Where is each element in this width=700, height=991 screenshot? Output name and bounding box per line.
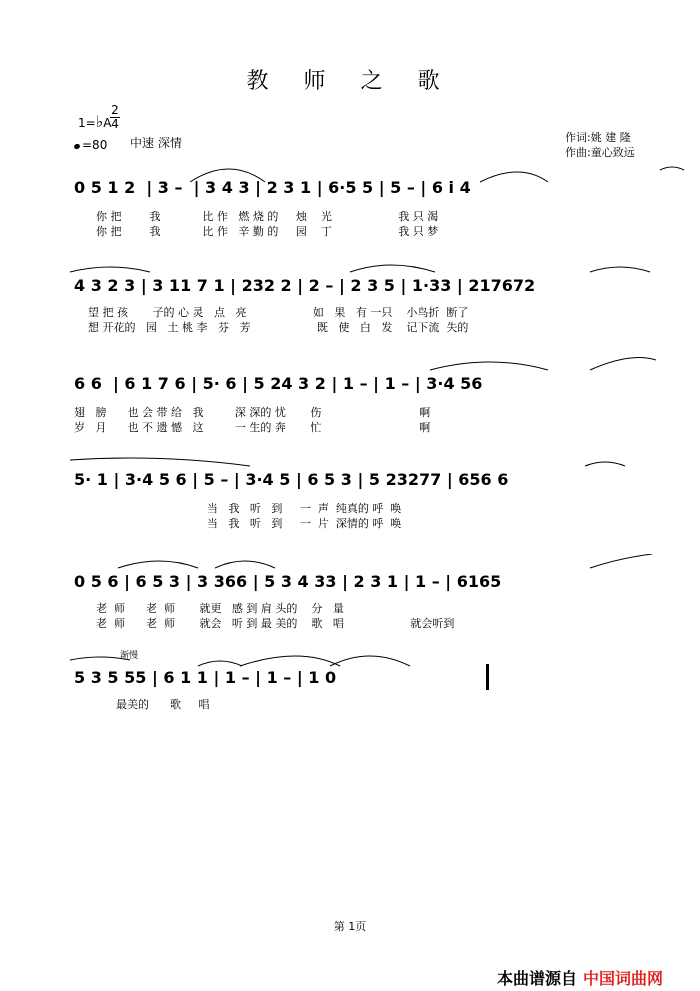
composer: 作曲:童心致远 [565,146,635,159]
key-letter: A [103,116,112,130]
notes-row-3: 6 6 | 6 1 7 6 | 5· 6 | 5 24 3 2 | 1 – | 1 – | 3·4 56 [74,374,483,393]
slur [215,561,275,568]
staff-row-2 [0,258,700,348]
notes-row-2: 4 3 2 3 | 3 11 7 1 | 232 2 | 2 – | 2 3 5 | 1·33 | 217672 [74,276,536,295]
staff-row-6 [0,650,700,740]
source-credit [497,966,663,989]
tempo-mark [74,138,107,152]
slur [70,657,130,660]
lyric-row-4a: 当 我 听 到 一 声 纯真的 呼 唤 [88,502,402,515]
lyricist: 作词:姚 建 隆 [565,131,631,144]
quarter-note-icon [73,143,80,150]
source-prefix: 本曲谱源自 [497,969,578,988]
slur [350,265,435,272]
notes-row-6: 5 3 5 55 | 6 1 1 | 1 – | 1 – | 1 0 [74,668,337,687]
notes-row-5: 0 5 6 | 6 5 3 | 3 366 | 5 3 4 33 | 2 3 1 | 1 – | 6165 [74,572,502,591]
notes-row-4: 5· 1 | 3·4 5 6 | 5 – | 3·4 5 | 6 5 3 | 5 23277 | 656 6 [74,470,509,489]
slur [118,561,198,568]
lyric-row-5b: 老 师 老 师 就会 听 到 最 美的 歌 唱 就会听到 [96,617,455,630]
lyric-row-2a: 望 把 孩 子的 心 灵 点 亮 如 果 有 一只 小鸟折 断了 [88,306,469,319]
lyric-row-4b: 当 我 听 到 一 片 深情的 呼 唤 [88,517,402,530]
staff-row-4 [0,452,700,542]
key-signature [78,112,111,131]
time-signature [110,104,120,131]
slur [330,656,410,666]
slur [240,656,340,666]
slur [70,267,150,272]
expression: 中速 深情 [130,136,182,150]
slur [70,458,250,466]
lyric-row-1b: 你 把 我 比 作 辛 勤 的 园 丁 我 只 梦 [96,225,439,238]
staff-row-3 [0,356,700,446]
notes-row-1: 0 5 1 2 | 3 – | 3 4 3 | 2 3 1 | 6·5 5 | 5 – | 6 i 4 [74,178,471,197]
time-top: 2 [111,103,119,117]
slur [198,661,242,666]
page-number: 第 1页 [333,920,367,933]
slur [480,172,548,182]
staff-row-1 [0,160,700,250]
lyric-row-3a: 翅 膀 也 会 带 给 我 深 深的 忧 伤 啊 [74,406,431,419]
page-title: 教 师 之 歌 [246,69,454,94]
tempo-value: =80 [82,138,108,152]
slur [590,267,650,272]
staff-row-5 [0,554,700,644]
slur [590,358,656,370]
time-bottom: 4 [111,117,119,131]
lyric-row-2b: 想 开花的 园 土 桃 李 芬 芳 既 使 白 发 记下流 失的 [88,321,469,334]
slur [585,462,625,466]
lyric-row-3b: 岁 月 也 不 遗 憾 这 一 生的 奔 忙 啊 [74,421,431,434]
slur [590,554,652,568]
slur [430,362,548,370]
slur [660,167,684,170]
slower-mark: 渐慢 [120,651,139,661]
lyric-row-6a: 最美的 歌 唱 [116,698,210,711]
final-barline [486,664,489,690]
flat-sign: ♭ [95,112,104,131]
lyric-row-1a: 你 把 我 比 作 燃 烧 的 烛 光 我 只 渴 [96,210,439,223]
source-site: 中国词曲网 [583,969,664,988]
lyric-row-5a: 老 师 老 师 就更 感 到 肩 头的 分 量 [96,602,344,615]
key-prefix: 1= [78,116,96,130]
